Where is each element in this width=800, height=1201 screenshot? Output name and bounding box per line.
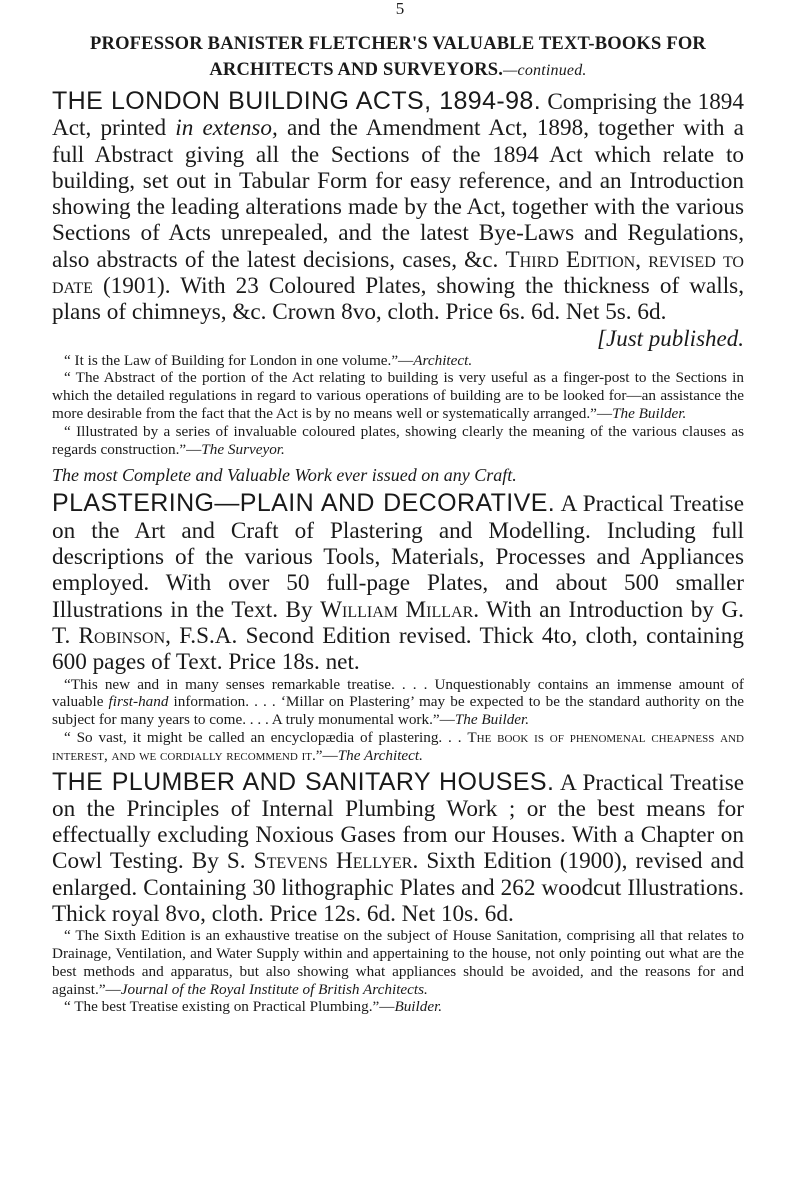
quote-text: information. . . . ‘Millar on Plastering’ may be expected to be the standard authority on the subject for many years to come. . . . A truly monumental work.”—	[52, 693, 744, 729]
entry-edition: Third Edition, revised to date	[52, 246, 744, 300]
entry-description	[52, 769, 744, 928]
quote-source: The Architect.	[337, 746, 423, 764]
entry-body: (1901). With 23 Coloured Plates, showing the thickness of walls, plans of chimneys, &c. Crown 8vo, cloth. Price 6s. 6d. Net 5s. 6d.	[52, 273, 744, 326]
entry-body-emphasis: in extenso,	[175, 115, 278, 142]
review-quote	[52, 369, 744, 422]
quote-source: The Builder.	[454, 711, 530, 729]
entry-author: S. Stevens Hellyer.	[226, 848, 419, 875]
quote-source: Architect.	[413, 351, 473, 369]
header-continued: —continued.	[503, 62, 587, 79]
entry-body: With an Introduction by	[479, 596, 722, 623]
page-header	[52, 31, 744, 84]
quote-source: Journal of the Royal Institute of British Architects.	[120, 980, 428, 998]
entry-title: THE LONDON BUILDING ACTS, 1894-98.	[52, 87, 542, 115]
quote-source: The Surveyor.	[201, 440, 285, 458]
header-title: PROFESSOR BANISTER FLETCHER'S VALUABLE TEXT-BOOKS FOR ARCHITECTS AND SURVEYORS.	[90, 34, 706, 80]
entry-description	[52, 490, 744, 675]
entry-plumber-sanitary-houses	[52, 769, 744, 1017]
quote-text: “ It is the Law of Building for London in one volume.”—	[64, 351, 414, 369]
entry-tagline: The most Complete and Valuable Work ever issued on any Craft.	[52, 465, 517, 486]
review-quote	[52, 998, 744, 1016]
entry-body: Comprising the 1894 Act, printed	[52, 89, 744, 142]
page-number: 5	[395, 0, 405, 18]
entry-author: William Millar.	[320, 596, 480, 623]
review-quote	[52, 352, 744, 370]
quote-text: ”—	[315, 746, 338, 764]
quote-text: “ The best Treatise existing on Practical Plumbing.”—	[64, 998, 395, 1016]
entry-body: A Practical Treatise on the Principles of Internal Plumbing Work ; or the best means for effectually excluding Noxious Gases from our Houses. With a Chapter on Cowl Testing. By	[52, 769, 745, 875]
quote-caps: The book is of phenomenal cheapness and interest, and we cordially recommend it.	[52, 728, 744, 764]
entry-body: and the Amendment Act, 1898, together with a full Abstract giving all the Sections of the 1894 Act which relate to building, set out in Tabular Form for easy reference, and an Introduction showing the leading alterations made by the Act, together with the various Sections of Acts unrepealed, and the latest Bye-Laws and Regulations, also abstracts of the latest decisions, cases, &c.	[52, 115, 744, 273]
quote-emphasis: first-hand	[108, 693, 169, 711]
quote-text: “ So vast, it might be called an encyclopædia of plastering. . .	[64, 728, 468, 746]
entry-description	[52, 88, 744, 326]
quote-text: “ The Sixth Edition is an exhaustive treatise on the subject of House Sanitation, comprising all that relates to Drainage, Ventilation, and Water Supply within and appertaining to the house, not only pointing out what are the best methods and apparatus, but also showing what appliances should be avoided, and the reasons for and against.”—	[52, 927, 744, 998]
entry-intro-author: G. T. Robinson,	[52, 596, 744, 649]
catalogue-content	[52, 88, 744, 1016]
review-quote	[52, 729, 744, 765]
quote-source: The Builder.	[612, 405, 687, 423]
quote-source: Builder.	[394, 998, 443, 1016]
entry-body: A Practical Treatise on the Art and Craft of Plastering and Modelling. Including full descriptions of the various Tools, Materials, Processes and Appliances employed. With over 50 full-page Plates, and about 500 smaller Illustrations in the Text. By	[52, 491, 744, 623]
quote-text: “This new and in many senses remarkable treatise. . . . Unquestionably contains an immense amount of valuable	[52, 675, 744, 711]
entry-body: F.S.A. Second Edition revised. Thick 4to, cloth, containing 600 pages of Text. Price 18s. net.	[52, 622, 744, 676]
entry-london-building-acts	[52, 88, 744, 488]
entry-plastering	[52, 490, 744, 764]
review-quote	[52, 927, 744, 998]
just-published-note: [Just published.	[597, 325, 744, 351]
review-quote	[52, 676, 744, 729]
entry-title: PLASTERING—PLAIN AND DECORATIVE.	[52, 489, 556, 518]
entry-body: Sixth Edition (1900), revised and enlarged. Containing 30 lithographic Plates and 262 woodcut Illustrations. Thick royal 8vo, cloth. Price 12s. 6d. Net 10s. 6d.	[52, 848, 744, 927]
entry-title: THE PLUMBER AND SANITARY HOUSES.	[52, 767, 555, 796]
review-quote	[52, 423, 744, 459]
quote-text: “ Illustrated by a series of invaluable coloured plates, showing clearly the meaning of the various clauses as regards construction.”—	[52, 422, 744, 458]
quote-text: “ The Abstract of the portion of the Act relating to building is very useful as a finger-post to the Sections in which the detailed regulations in regard to various operations of building are to be looked for—an assistance the more desirable from the fact that the Act is by no means well or systematically arranged.”—	[52, 369, 744, 423]
